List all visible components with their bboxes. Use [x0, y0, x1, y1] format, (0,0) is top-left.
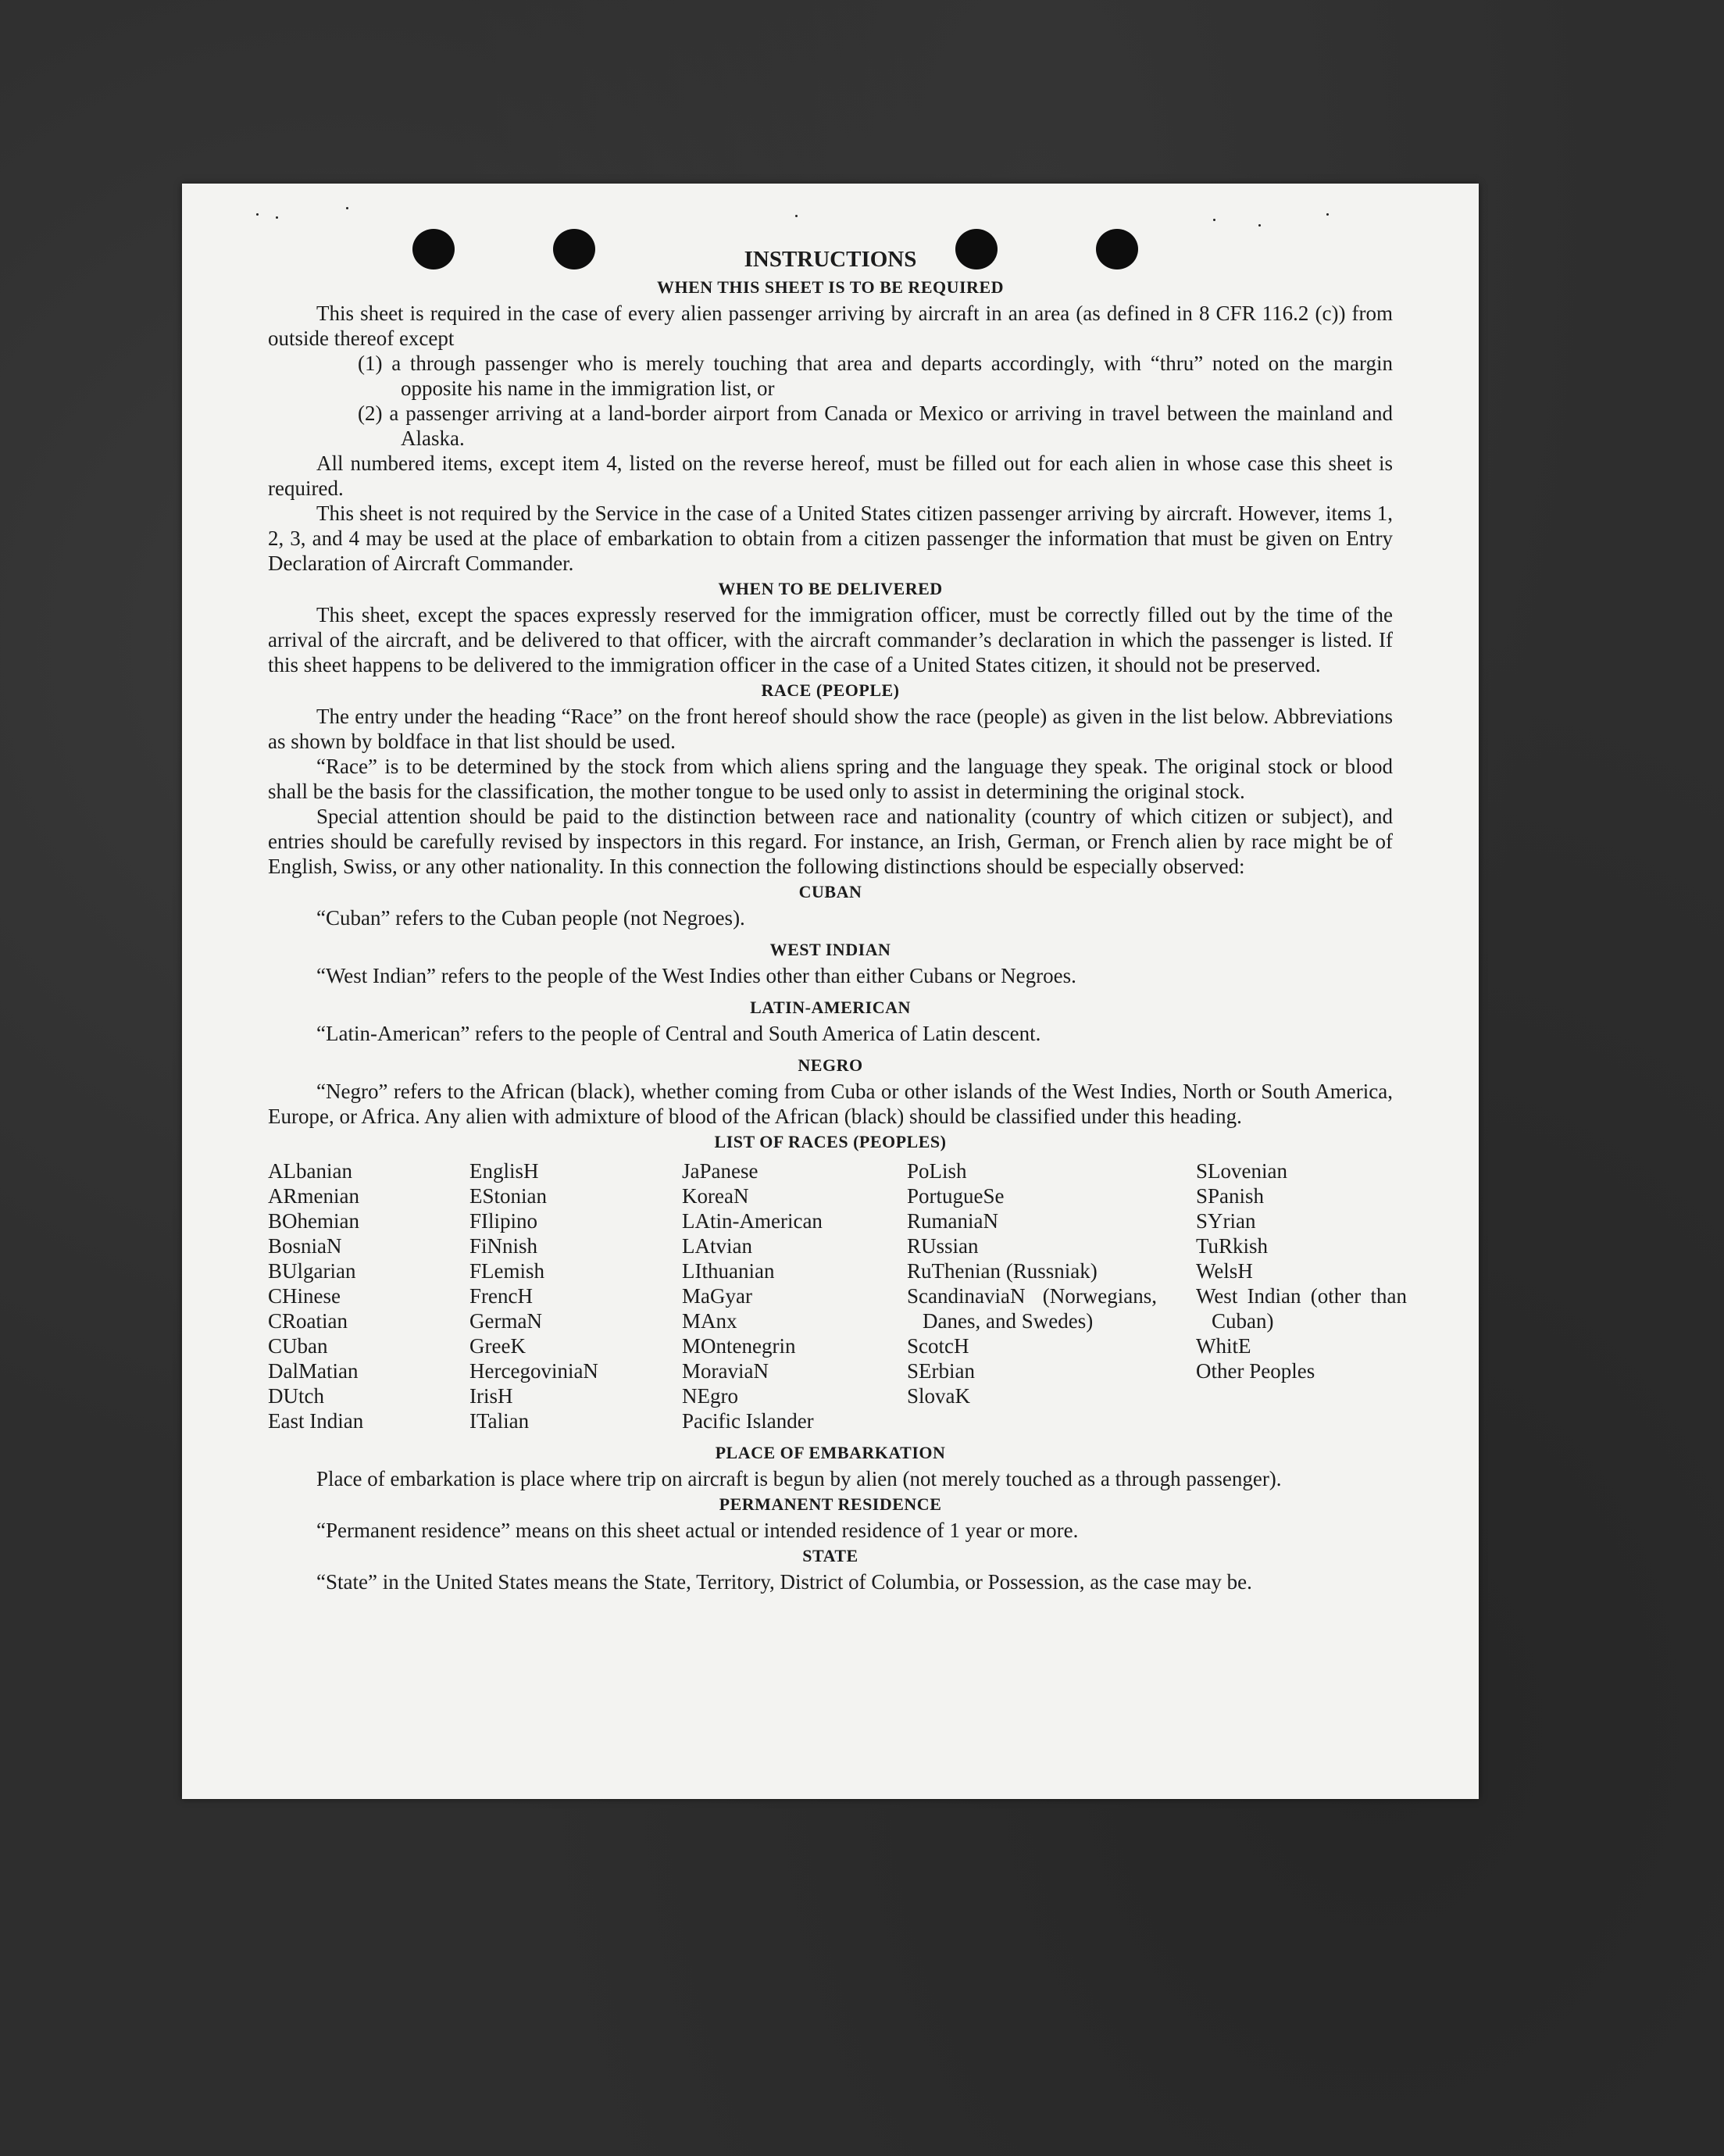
- race-entry: ARmenian: [268, 1184, 359, 1208]
- race-entry: JaPanese: [682, 1159, 758, 1183]
- race-entry: MaGyar: [682, 1284, 752, 1308]
- exception-item-1: (1) a through passenger who is merely touching that area and departs accordingly, with “thru” noted on the margin opposite his name in the immigration list, or: [358, 352, 1393, 400]
- race-entry: LAtin-American: [682, 1209, 823, 1233]
- race-entry: SYrian: [1196, 1209, 1256, 1233]
- instructions-content: [268, 245, 1407, 1594]
- race-entry: FIlipino: [469, 1209, 538, 1233]
- race-entry: PoLish: [907, 1159, 967, 1183]
- race-entry: RUssian: [907, 1234, 979, 1258]
- race-entry: SPanish: [1196, 1184, 1265, 1208]
- race-entry: CHinese: [268, 1284, 341, 1308]
- race-entry: East Indian: [268, 1409, 364, 1433]
- race-para3: Special attention should be paid to the distinction between race and nationality (country of which citizen or subject), and entries should be carefully revised by inspectors in this regard. For instance, an Irish, German, or French alien by race might be of English, Swiss, or any other nationality. In this connection the following distinctions should be especially observed:: [268, 805, 1393, 878]
- race-para2: “Race” is to be determined by the stock from which aliens spring and the language they speak. The original stock or blood shall be the basis for the classification, the mother tongue to be used only to assist in determining the original stock.: [268, 755, 1393, 803]
- race-entry: SlovaK: [907, 1384, 970, 1408]
- race-entry: ScotcH: [907, 1334, 969, 1358]
- race-entry: MoraviaN: [682, 1359, 769, 1383]
- heading-race: RACE (PEOPLE): [761, 680, 900, 700]
- heading-state: STATE: [802, 1546, 858, 1565]
- when-required-intro: This sheet is required in the case of every alien passenger arriving by aircraft in an area (as defined in 8 CFR 116.2 (c)) from outside thereof except: [268, 302, 1393, 350]
- race-entry: EStonian: [469, 1184, 547, 1208]
- heading-permanent-residence: PERMANENT RESIDENCE: [719, 1494, 942, 1514]
- place-of-embarkation-text: Place of embarkation is place where trip on aircraft is begun by alien (not merely touched as a through passenger).: [316, 1467, 1282, 1490]
- race-entry: SErbian: [907, 1359, 975, 1383]
- race-entry: CUban: [268, 1334, 328, 1358]
- heading-list-of-races: LIST OF RACES (PEOPLES): [714, 1132, 947, 1151]
- race-entry: LIthuanian: [682, 1259, 775, 1283]
- race-entry: TuRkish: [1196, 1234, 1269, 1258]
- race-entry: EnglisH: [469, 1159, 539, 1183]
- heading-place-of-embarkation: PLACE OF EMBARKATION: [715, 1443, 946, 1462]
- race-entry: SLovenian: [1196, 1159, 1287, 1183]
- when-delivered-text: This sheet, except the spaces expressly reserved for the immigration officer, must be correctly filled out by the time of the arrival of the aircraft, and be delivered to that officer, with the aircraft commander’s declaration in which the passenger is listed. If this sheet happens to be delivered to the immigration officer in the case of a United States citizen, it should not be preserved.: [268, 603, 1393, 676]
- race-entry: West Indian (other than Cuban): [1196, 1284, 1407, 1333]
- heading-cuban: CUBAN: [798, 882, 862, 901]
- race-entry: ALbanian: [268, 1159, 352, 1183]
- race-entry: FLemish: [469, 1259, 545, 1283]
- races-list: [268, 1158, 1407, 1433]
- race-entry: DalMatian: [268, 1359, 359, 1383]
- race-entry: ITalian: [469, 1409, 530, 1433]
- page-title: INSTRUCTIONS: [744, 247, 917, 272]
- latin-american-text: “Latin-American” refers to the people of Central and South America of Latin descent.: [316, 1022, 1041, 1045]
- race-entry: Other Peoples: [1196, 1359, 1315, 1383]
- race-entry: BosniaN: [268, 1234, 342, 1258]
- race-entry: BUlgarian: [268, 1259, 356, 1283]
- race-entry: BOhemian: [268, 1209, 359, 1233]
- permanent-residence-text: “Permanent residence” means on this sheet actual or intended residence of 1 year or more.: [316, 1519, 1079, 1542]
- race-para1: The entry under the heading “Race” on the front hereof should show the race (people) as given in the list below. Abbreviations as shown by boldface in that list should be used.: [268, 705, 1393, 753]
- race-entry: CRoatian: [268, 1309, 348, 1333]
- races-column-5: [1196, 1158, 1407, 1433]
- when-required-para3: This sheet is not required by the Service in the case of a United States citizen passenger arriving by aircraft. However, items 1, 2, 3, and 4 may be used at the place of embarkation to obtain from a citizen passenger the information that must be given on Entry Declaration of Aircraft Commander.: [268, 502, 1393, 575]
- race-entry: FrencH: [469, 1284, 533, 1308]
- race-entry: IrisH: [469, 1384, 513, 1408]
- race-entry: MOntenegrin: [682, 1334, 796, 1358]
- race-entry: PortugueSe: [907, 1184, 1005, 1208]
- races-column-1: [268, 1158, 469, 1433]
- race-entry: WhitE: [1196, 1334, 1251, 1358]
- when-required-para2: All numbered items, except item 4, listed on the reverse hereof, must be filled out for each alien in whose case this sheet is required.: [268, 452, 1393, 500]
- west-indian-text: “West Indian” refers to the people of the West Indies other than either Cubans or Negroes.: [316, 964, 1076, 987]
- races-column-3: [682, 1158, 907, 1433]
- instruction-sheet: [182, 184, 1479, 1799]
- race-entry: FiNnish: [469, 1234, 538, 1258]
- race-entry: GermaN: [469, 1309, 542, 1333]
- cuban-text: “Cuban” refers to the Cuban people (not Negroes).: [316, 906, 745, 930]
- races-column-2: [469, 1158, 682, 1433]
- race-entry: HercegoviniaN: [469, 1359, 598, 1383]
- heading-when-required: WHEN THIS SHEET IS TO BE REQUIRED: [656, 277, 1005, 297]
- race-entry: KoreaN: [682, 1184, 749, 1208]
- races-column-4: [907, 1158, 1196, 1433]
- race-entry: LAtvian: [682, 1234, 752, 1258]
- race-entry: GreeK: [469, 1334, 526, 1358]
- negro-text: “Negro” refers to the African (black), whether coming from Cuba or other islands of the West Indies, North or South America, Europe, or Africa. Any alien with admixture of blood of the African (black) should be classified under this heading.: [268, 1080, 1393, 1128]
- race-entry: RuThenian (Russniak): [907, 1259, 1098, 1283]
- state-text: “State” in the United States means the State, Territory, District of Columbia, or Possession, as the case may be.: [316, 1570, 1252, 1594]
- heading-latin-american: LATIN-AMERICAN: [750, 998, 911, 1017]
- heading-when-delivered: WHEN TO BE DELIVERED: [718, 579, 943, 598]
- race-entry: RumaniaN: [907, 1209, 998, 1233]
- race-entry: ScandinaviaN (Norwegians, Danes, and Swedes): [907, 1284, 1157, 1333]
- race-entry: MAnx: [682, 1309, 737, 1333]
- exception-item-2: (2) a passenger arriving at a land-border airport from Canada or Mexico or arriving in travel between the mainland and Alaska.: [358, 402, 1393, 450]
- heading-west-indian: WEST INDIAN: [769, 940, 891, 959]
- race-entry: NEgro: [682, 1384, 738, 1408]
- race-entry: WelsH: [1196, 1259, 1253, 1283]
- race-entry: Pacific Islander: [682, 1409, 814, 1433]
- heading-negro: NEGRO: [798, 1055, 863, 1075]
- race-entry: DUtch: [268, 1384, 324, 1408]
